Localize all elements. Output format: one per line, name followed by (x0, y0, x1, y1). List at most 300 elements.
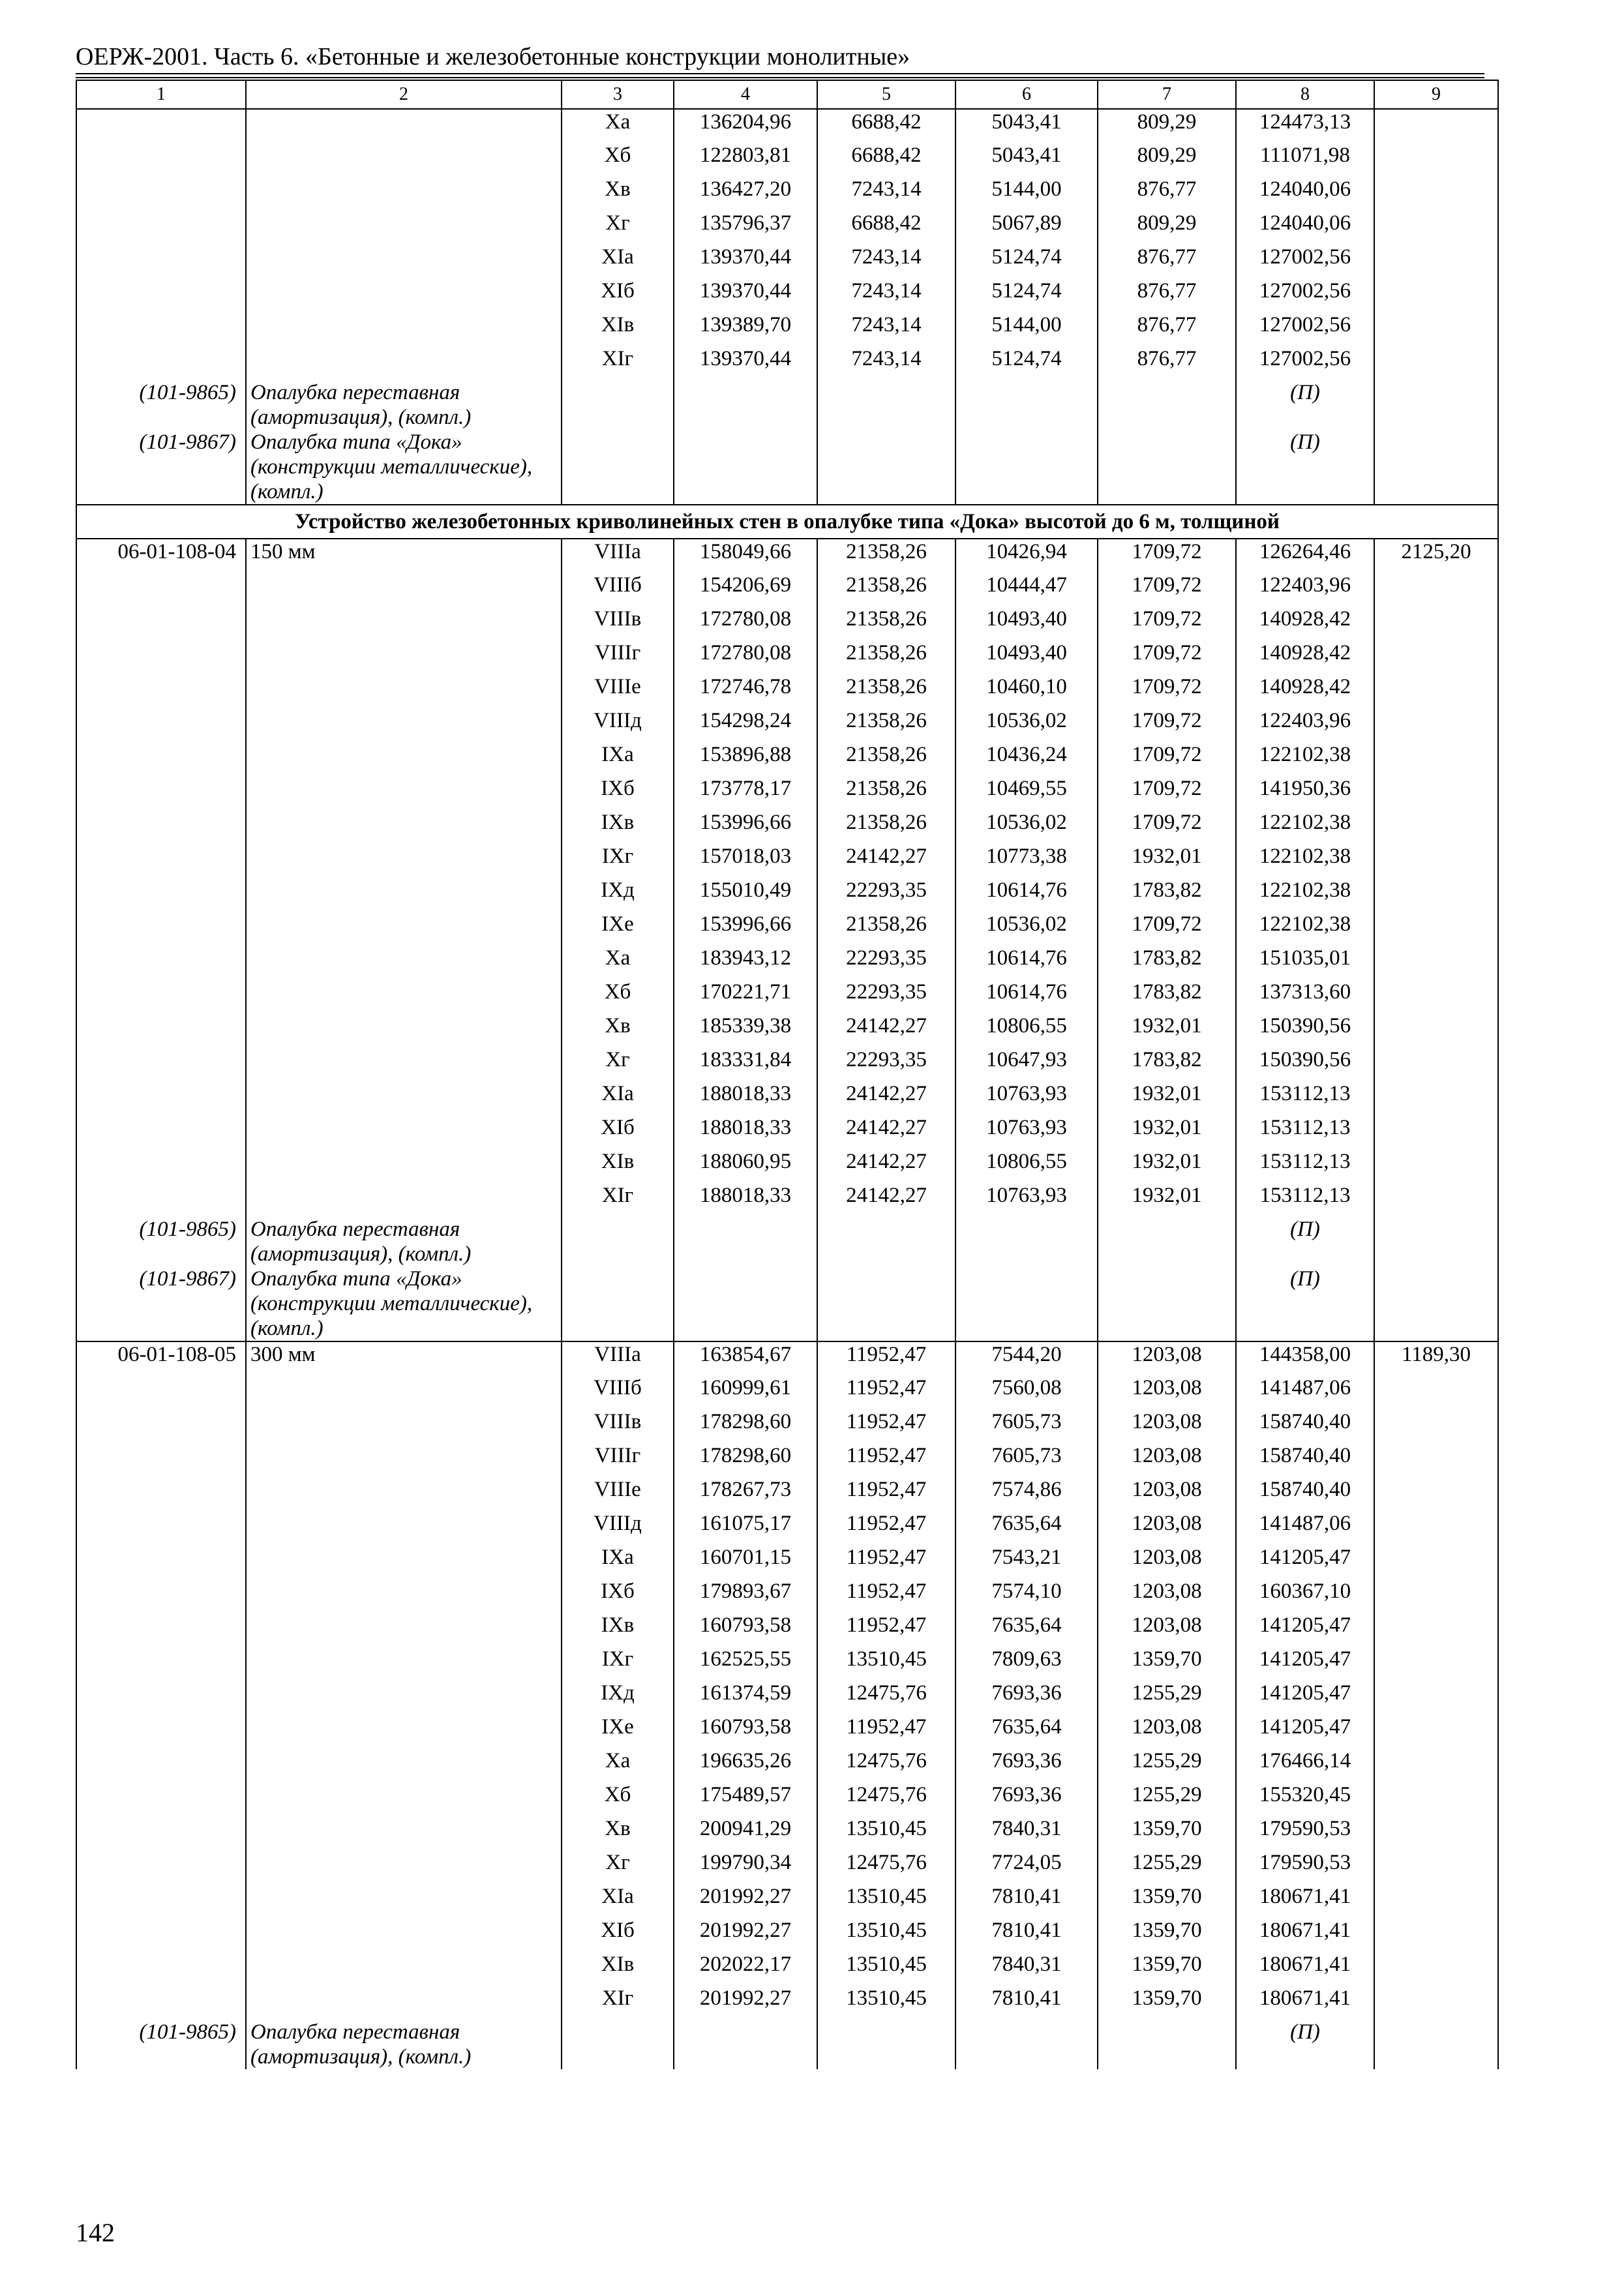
materials-cost: 180671,41 (1236, 1952, 1374, 1986)
total-cost: 178267,73 (674, 1477, 817, 1511)
total-cost: 139370,44 (674, 245, 817, 278)
wages-cost: 11952,47 (817, 1409, 955, 1443)
rate-code (76, 1149, 246, 1183)
wages-cost: 11952,47 (817, 1341, 955, 1375)
rate-name (246, 810, 562, 844)
machine-cost: 5043,41 (955, 109, 1098, 143)
region-group: VIIIв (562, 606, 674, 640)
total-cost: 136427,20 (674, 177, 817, 211)
wages-cost: 6688,42 (817, 211, 955, 245)
machine-cost: 10614,76 (955, 878, 1098, 912)
rate-row (76, 1047, 1498, 1081)
machine-cost: 7635,64 (955, 1714, 1098, 1748)
materials-cost: 141950,36 (1236, 776, 1374, 810)
total-cost: 154206,69 (674, 573, 817, 606)
wages-cost: 22293,35 (817, 878, 955, 912)
rate-code (76, 312, 246, 346)
rate-name (246, 640, 562, 674)
rate-row (76, 1511, 1498, 1545)
rate-name (246, 946, 562, 980)
region-group: XIг (562, 1183, 674, 1217)
region-group: Xг (562, 1850, 674, 1884)
labor-cost (1374, 1443, 1498, 1477)
machine-wages: 1359,70 (1098, 1918, 1236, 1952)
machine-wages: 1709,72 (1098, 674, 1236, 708)
materials-cost: 140928,42 (1236, 606, 1374, 640)
rate-row (76, 1579, 1498, 1613)
labor-cost (1374, 211, 1498, 245)
rate-name (246, 742, 562, 776)
rate-name (246, 844, 562, 878)
labor-cost (1374, 1511, 1498, 1545)
labor-cost (1374, 606, 1498, 640)
machine-cost: 7809,63 (955, 1647, 1098, 1681)
materials-cost: 153112,13 (1236, 1081, 1374, 1115)
rate-name (246, 211, 562, 245)
total-cost: 139370,44 (674, 278, 817, 312)
rate-row (76, 1782, 1498, 1816)
total-cost: 179893,67 (674, 1579, 817, 1613)
rate-code (76, 1183, 246, 1217)
materials-cost: 141205,47 (1236, 1647, 1374, 1681)
region-group: Xa (562, 1748, 674, 1782)
labor-cost (1374, 742, 1498, 776)
resource-code: (101-9867) (76, 430, 246, 505)
wages-cost: 7243,14 (817, 312, 955, 346)
rate-code (76, 1647, 246, 1681)
labor-cost (1374, 1748, 1498, 1782)
total-cost: 175489,57 (674, 1782, 817, 1816)
rate-name (246, 312, 562, 346)
resource-code: (101-9865) (76, 1217, 246, 1266)
machine-wages: 1709,72 (1098, 606, 1236, 640)
rate-code (76, 1952, 246, 1986)
labor-cost (1374, 810, 1498, 844)
rate-code (76, 1918, 246, 1952)
machine-wages: 1255,29 (1098, 1850, 1236, 1884)
rate-code (76, 1477, 246, 1511)
rate-name (246, 1545, 562, 1579)
rate-name (246, 1952, 562, 1986)
total-cost: 188060,95 (674, 1149, 817, 1183)
page-header: ОЕРЖ-2001. Часть 6. «Бетонные и железобетонные конструкции монолитные» (76, 43, 910, 70)
machine-cost: 10614,76 (955, 980, 1098, 1013)
wages-cost: 21358,26 (817, 912, 955, 946)
wages-cost: 24142,27 (817, 1013, 955, 1047)
rate-code (76, 1850, 246, 1884)
rate-code (76, 912, 246, 946)
materials-cost: 141205,47 (1236, 1613, 1374, 1647)
rate-code (76, 1545, 246, 1579)
machine-wages: 1932,01 (1098, 1081, 1236, 1115)
machine-cost: 10536,02 (955, 810, 1098, 844)
resource-note-row (76, 430, 1498, 505)
rate-name (246, 1884, 562, 1918)
empty-cell (955, 1217, 1098, 1266)
region-group: XIв (562, 312, 674, 346)
rates-table (76, 80, 1499, 2069)
rate-name (246, 1013, 562, 1047)
wages-cost: 24142,27 (817, 1115, 955, 1149)
wages-cost: 13510,45 (817, 1918, 955, 1952)
materials-cost: 122403,96 (1236, 708, 1374, 742)
rate-code (76, 1375, 246, 1409)
empty-cell (817, 1217, 955, 1266)
wages-cost: 7243,14 (817, 346, 955, 380)
total-cost: 153896,88 (674, 742, 817, 776)
total-cost: 160793,58 (674, 1613, 817, 1647)
materials-cost: 124040,06 (1236, 211, 1374, 245)
materials-cost: 122102,38 (1236, 810, 1374, 844)
wages-cost: 22293,35 (817, 946, 955, 980)
empty-cell (562, 1266, 674, 1341)
labor-cost (1374, 912, 1498, 946)
rate-code (76, 844, 246, 878)
region-group: VIIIa (562, 1341, 674, 1375)
wages-cost: 11952,47 (817, 1477, 955, 1511)
total-cost: 201992,27 (674, 1918, 817, 1952)
rate-row (76, 1183, 1498, 1217)
machine-cost: 10493,40 (955, 640, 1098, 674)
total-cost: 139370,44 (674, 346, 817, 380)
empty-cell (1098, 1217, 1236, 1266)
rate-name (246, 1647, 562, 1681)
machine-wages: 1203,08 (1098, 1579, 1236, 1613)
labor-cost (1374, 109, 1498, 143)
machine-wages: 1783,82 (1098, 946, 1236, 980)
region-group: XIa (562, 245, 674, 278)
machine-wages: 1203,08 (1098, 1714, 1236, 1748)
machine-wages: 1932,01 (1098, 1149, 1236, 1183)
rate-row (76, 177, 1498, 211)
labor-cost (1374, 1613, 1498, 1647)
rate-code (76, 1579, 246, 1613)
total-cost: 153996,66 (674, 912, 817, 946)
machine-wages: 1709,72 (1098, 573, 1236, 606)
resource-mark: (П) (1236, 2020, 1374, 2069)
machine-cost: 7693,36 (955, 1681, 1098, 1714)
rate-name (246, 1047, 562, 1081)
wages-cost: 21358,26 (817, 776, 955, 810)
empty-cell (674, 1266, 817, 1341)
wages-cost: 12475,76 (817, 1782, 955, 1816)
machine-cost: 5144,00 (955, 312, 1098, 346)
total-cost: 172746,78 (674, 674, 817, 708)
empty-cell (674, 2020, 817, 2069)
empty-cell (674, 380, 817, 430)
rate-name (246, 1081, 562, 1115)
total-cost: 158049,66 (674, 539, 817, 573)
rate-name (246, 776, 562, 810)
empty-cell (562, 2020, 674, 2069)
machine-wages: 1359,70 (1098, 1647, 1236, 1681)
rate-row (76, 1681, 1498, 1714)
total-cost: 188018,33 (674, 1115, 817, 1149)
machine-wages: 876,77 (1098, 177, 1236, 211)
empty-cell (674, 1217, 817, 1266)
rate-name (246, 245, 562, 278)
rate-row (76, 1375, 1498, 1409)
resource-name: Опалубка переставная (амортизация), (компл.) (246, 1217, 562, 1266)
region-group: VIIIe (562, 1477, 674, 1511)
rate-name (246, 1850, 562, 1884)
total-cost: 188018,33 (674, 1183, 817, 1217)
materials-cost: 155320,45 (1236, 1782, 1374, 1816)
wages-cost: 13510,45 (817, 1952, 955, 1986)
rate-row (76, 1477, 1498, 1511)
total-cost: 162525,55 (674, 1647, 817, 1681)
materials-cost: 158740,40 (1236, 1443, 1374, 1477)
machine-cost: 5043,41 (955, 143, 1098, 177)
rate-code (76, 1782, 246, 1816)
materials-cost: 153112,13 (1236, 1183, 1374, 1217)
resource-note-row (76, 1217, 1498, 1266)
rate-name (246, 1579, 562, 1613)
materials-cost: 111071,98 (1236, 143, 1374, 177)
wages-cost: 13510,45 (817, 1647, 955, 1681)
rate-row (76, 1714, 1498, 1748)
rate-code (76, 278, 246, 312)
rate-code (76, 946, 246, 980)
labor-cost (1374, 1149, 1498, 1183)
wages-cost: 24142,27 (817, 844, 955, 878)
rate-code (76, 1511, 246, 1545)
region-group: XIa (562, 1884, 674, 1918)
region-group: Xa (562, 946, 674, 980)
machine-wages: 1783,82 (1098, 878, 1236, 912)
rate-code (76, 211, 246, 245)
materials-cost: 179590,53 (1236, 1816, 1374, 1850)
labor-cost (1374, 878, 1498, 912)
empty-cell (1374, 1266, 1498, 1341)
region-group: IXб (562, 776, 674, 810)
labor-cost (1374, 177, 1498, 211)
rate-name (246, 1918, 562, 1952)
rate-row (76, 1647, 1498, 1681)
labor-cost (1374, 1013, 1498, 1047)
labor-cost (1374, 1409, 1498, 1443)
machine-wages: 1359,70 (1098, 1952, 1236, 1986)
rate-row (76, 844, 1498, 878)
materials-cost: 141487,06 (1236, 1375, 1374, 1409)
empty-cell (1098, 430, 1236, 505)
region-group: VIIIб (562, 573, 674, 606)
total-cost: 155010,49 (674, 878, 817, 912)
wages-cost: 7243,14 (817, 177, 955, 211)
total-cost: 136204,96 (674, 109, 817, 143)
machine-wages: 809,29 (1098, 143, 1236, 177)
region-group: IXд (562, 1681, 674, 1714)
region-group: XIг (562, 346, 674, 380)
materials-cost: 122102,38 (1236, 878, 1374, 912)
machine-cost: 5067,89 (955, 211, 1098, 245)
rate-row (76, 1918, 1498, 1952)
machine-cost: 7544,20 (955, 1341, 1098, 1375)
wages-cost: 6688,42 (817, 109, 955, 143)
total-cost: 201992,27 (674, 1884, 817, 1918)
rate-row (76, 109, 1498, 143)
wages-cost: 21358,26 (817, 708, 955, 742)
rate-code (76, 810, 246, 844)
resource-name: Опалубка переставная (амортизация), (компл.) (246, 380, 562, 430)
machine-cost: 7635,64 (955, 1511, 1098, 1545)
region-group: IXд (562, 878, 674, 912)
labor-cost (1374, 1081, 1498, 1115)
rate-row (76, 1613, 1498, 1647)
labor-cost (1374, 844, 1498, 878)
total-cost: 170221,71 (674, 980, 817, 1013)
materials-cost: 127002,56 (1236, 346, 1374, 380)
machine-wages: 1255,29 (1098, 1748, 1236, 1782)
materials-cost: 180671,41 (1236, 1986, 1374, 2020)
rate-row (76, 674, 1498, 708)
machine-cost: 10536,02 (955, 708, 1098, 742)
labor-cost (1374, 708, 1498, 742)
machine-wages: 1709,72 (1098, 640, 1236, 674)
machine-cost: 10536,02 (955, 912, 1098, 946)
region-group: IXв (562, 1613, 674, 1647)
empty-cell (817, 1266, 955, 1341)
machine-cost: 7810,41 (955, 1918, 1098, 1952)
rate-row (76, 810, 1498, 844)
wages-cost: 22293,35 (817, 980, 955, 1013)
materials-cost: 158740,40 (1236, 1409, 1374, 1443)
machine-wages: 1709,72 (1098, 810, 1236, 844)
rate-code (76, 1013, 246, 1047)
region-group: VIIIe (562, 674, 674, 708)
materials-cost: 141205,47 (1236, 1545, 1374, 1579)
total-cost: 163854,67 (674, 1341, 817, 1375)
rate-code (76, 1884, 246, 1918)
header-rule (76, 77, 1484, 78)
region-group: XIб (562, 1918, 674, 1952)
machine-wages: 1709,72 (1098, 708, 1236, 742)
total-cost: 199790,34 (674, 1850, 817, 1884)
rate-name (246, 1782, 562, 1816)
rate-code (76, 346, 246, 380)
region-group: Xг (562, 1047, 674, 1081)
materials-cost: 122102,38 (1236, 844, 1374, 878)
total-cost: 178298,60 (674, 1443, 817, 1477)
labor-cost (1374, 776, 1498, 810)
region-group: Xб (562, 1782, 674, 1816)
rate-name (246, 177, 562, 211)
rate-code (76, 674, 246, 708)
region-group: Xб (562, 143, 674, 177)
labor-cost (1374, 1115, 1498, 1149)
rate-code (76, 1681, 246, 1714)
materials-cost: 180671,41 (1236, 1918, 1374, 1952)
machine-cost: 7840,31 (955, 1952, 1098, 1986)
rates-table-body (76, 80, 1498, 2069)
rate-row (76, 606, 1498, 640)
labor-cost (1374, 1816, 1498, 1850)
rate-row (76, 912, 1498, 946)
machine-cost: 10647,93 (955, 1047, 1098, 1081)
region-group: Xв (562, 1013, 674, 1047)
rate-row (76, 742, 1498, 776)
wages-cost: 21358,26 (817, 810, 955, 844)
machine-cost: 7605,73 (955, 1409, 1098, 1443)
machine-cost: 7560,08 (955, 1375, 1098, 1409)
wages-cost: 21358,26 (817, 573, 955, 606)
machine-cost: 10763,93 (955, 1183, 1098, 1217)
wages-cost: 21358,26 (817, 640, 955, 674)
total-cost: 153996,66 (674, 810, 817, 844)
materials-cost: 160367,10 (1236, 1579, 1374, 1613)
rate-name: 150 мм (246, 539, 562, 573)
machine-wages: 1359,70 (1098, 1816, 1236, 1850)
region-group: Xв (562, 177, 674, 211)
machine-wages: 1359,70 (1098, 1986, 1236, 2020)
machine-wages: 1255,29 (1098, 1782, 1236, 1816)
column-number: 2 (246, 80, 562, 109)
rate-row (76, 640, 1498, 674)
region-group: VIIIб (562, 1375, 674, 1409)
resource-note-row (76, 380, 1498, 430)
rate-code (76, 708, 246, 742)
rate-name (246, 912, 562, 946)
rate-row (76, 1115, 1498, 1149)
rate-row (76, 1341, 1498, 1375)
empty-cell (674, 430, 817, 505)
empty-cell (817, 430, 955, 505)
machine-cost: 10773,38 (955, 844, 1098, 878)
labor-cost (1374, 1850, 1498, 1884)
total-cost: 157018,03 (674, 844, 817, 878)
machine-cost: 10436,24 (955, 742, 1098, 776)
labor-cost (1374, 1918, 1498, 1952)
total-cost: 185339,38 (674, 1013, 817, 1047)
machine-wages: 1203,08 (1098, 1409, 1236, 1443)
column-number: 7 (1098, 80, 1236, 109)
resource-mark: (П) (1236, 1266, 1374, 1341)
resource-name: Опалубка типа «Дока» (конструкции металлические), (компл.) (246, 430, 562, 505)
materials-cost: 144358,00 (1236, 1341, 1374, 1375)
machine-wages: 1359,70 (1098, 1884, 1236, 1918)
total-cost: 161374,59 (674, 1681, 817, 1714)
column-number-row (76, 80, 1498, 109)
resource-code: (101-9865) (76, 380, 246, 430)
wages-cost: 6688,42 (817, 143, 955, 177)
column-number: 9 (1374, 80, 1498, 109)
wages-cost: 12475,76 (817, 1850, 955, 1884)
materials-cost: 141205,47 (1236, 1714, 1374, 1748)
rate-row (76, 708, 1498, 742)
rate-name: 300 мм (246, 1341, 562, 1375)
rate-code (76, 1613, 246, 1647)
resource-note-row (76, 2020, 1498, 2069)
labor-cost (1374, 143, 1498, 177)
rate-name (246, 1714, 562, 1748)
labor-cost (1374, 1477, 1498, 1511)
wages-cost: 13510,45 (817, 1884, 955, 1918)
machine-cost: 7810,41 (955, 1986, 1098, 2020)
wages-cost: 13510,45 (817, 1986, 955, 2020)
machine-cost: 5144,00 (955, 177, 1098, 211)
wages-cost: 13510,45 (817, 1816, 955, 1850)
empty-cell (1098, 380, 1236, 430)
labor-cost (1374, 573, 1498, 606)
machine-wages: 1932,01 (1098, 1115, 1236, 1149)
labor-cost (1374, 1647, 1498, 1681)
region-group: IXe (562, 912, 674, 946)
total-cost: 172780,08 (674, 606, 817, 640)
resource-mark: (П) (1236, 1217, 1374, 1266)
region-group: IXв (562, 810, 674, 844)
total-cost: 154298,24 (674, 708, 817, 742)
rate-name (246, 1511, 562, 1545)
